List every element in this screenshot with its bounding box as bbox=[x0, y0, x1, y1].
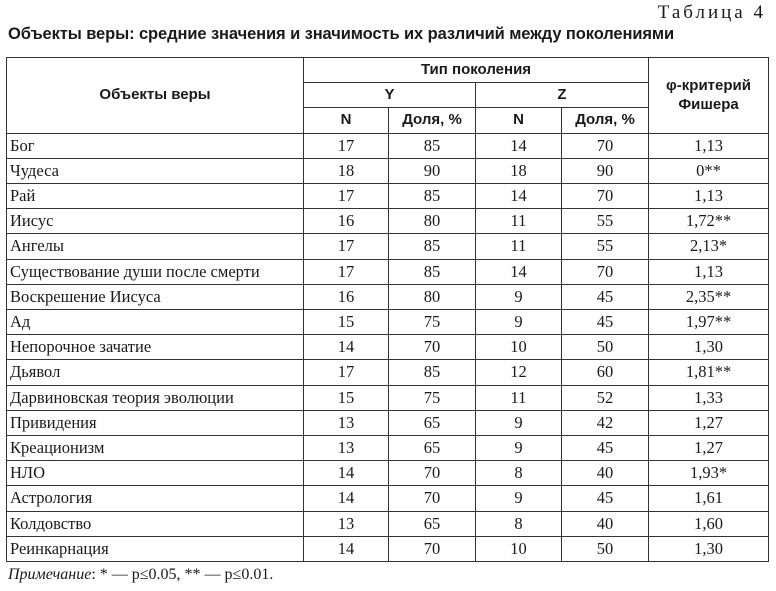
cell-name: Воскрешение Иисуса bbox=[7, 284, 304, 309]
header-z-n: N bbox=[476, 108, 562, 133]
cell-y-share: 85 bbox=[389, 184, 476, 209]
header-fisher-line1: φ-критерий bbox=[666, 77, 751, 95]
cell-z-n: 11 bbox=[476, 385, 562, 410]
data-table bbox=[6, 57, 769, 562]
table-row bbox=[7, 284, 769, 309]
table-row bbox=[7, 133, 769, 158]
cell-z-share: 45 bbox=[562, 284, 649, 309]
cell-y-share: 75 bbox=[389, 310, 476, 335]
cell-z-n: 9 bbox=[476, 410, 562, 435]
cell-y-share: 70 bbox=[389, 536, 476, 561]
header-fisher bbox=[649, 58, 769, 134]
cell-phi: 1,60 bbox=[649, 511, 769, 536]
cell-y-n: 13 bbox=[304, 436, 389, 461]
table-row bbox=[7, 234, 769, 259]
cell-y-n: 14 bbox=[304, 335, 389, 360]
table-row bbox=[7, 511, 769, 536]
cell-z-n: 8 bbox=[476, 461, 562, 486]
cell-z-n: 14 bbox=[476, 184, 562, 209]
cell-y-n: 14 bbox=[304, 486, 389, 511]
cell-name: Реинкарнация bbox=[7, 536, 304, 561]
cell-name: Непорочное зачатие bbox=[7, 335, 304, 360]
table-row bbox=[7, 461, 769, 486]
cell-y-n: 17 bbox=[304, 234, 389, 259]
cell-phi: 1,30 bbox=[649, 536, 769, 561]
cell-z-share: 52 bbox=[562, 385, 649, 410]
cell-z-share: 55 bbox=[562, 209, 649, 234]
cell-y-n: 14 bbox=[304, 536, 389, 561]
cell-phi: 1,72** bbox=[649, 209, 769, 234]
cell-y-share: 75 bbox=[389, 385, 476, 410]
cell-z-n: 14 bbox=[476, 259, 562, 284]
cell-y-n: 17 bbox=[304, 184, 389, 209]
cell-y-share: 70 bbox=[389, 486, 476, 511]
cell-phi: 1,13 bbox=[649, 259, 769, 284]
cell-z-n: 14 bbox=[476, 133, 562, 158]
table-row bbox=[7, 536, 769, 561]
cell-z-n: 10 bbox=[476, 536, 562, 561]
cell-y-share: 90 bbox=[389, 158, 476, 183]
cell-z-n: 9 bbox=[476, 284, 562, 309]
cell-y-n: 17 bbox=[304, 360, 389, 385]
cell-phi: 1,30 bbox=[649, 335, 769, 360]
cell-z-share: 45 bbox=[562, 486, 649, 511]
cell-y-n: 15 bbox=[304, 385, 389, 410]
cell-z-share: 50 bbox=[562, 335, 649, 360]
header-gen-y: Y bbox=[304, 83, 476, 108]
cell-z-share: 70 bbox=[562, 259, 649, 284]
cell-y-share: 70 bbox=[389, 335, 476, 360]
cell-z-n: 9 bbox=[476, 310, 562, 335]
cell-name: Рай bbox=[7, 184, 304, 209]
cell-z-share: 70 bbox=[562, 133, 649, 158]
cell-name: Привидения bbox=[7, 410, 304, 435]
cell-z-n: 8 bbox=[476, 511, 562, 536]
table-caption: Объекты веры: средние значения и значимость их различий между поколениями bbox=[8, 25, 675, 43]
cell-y-share: 85 bbox=[389, 259, 476, 284]
table-row bbox=[7, 335, 769, 360]
cell-z-n: 9 bbox=[476, 486, 562, 511]
cell-phi: 2,35** bbox=[649, 284, 769, 309]
cell-z-share: 40 bbox=[562, 511, 649, 536]
cell-name: Дарвиновская теория эволюции bbox=[7, 385, 304, 410]
cell-y-share: 65 bbox=[389, 511, 476, 536]
cell-name: Колдовство bbox=[7, 511, 304, 536]
cell-y-share: 70 bbox=[389, 461, 476, 486]
cell-y-share: 80 bbox=[389, 209, 476, 234]
cell-name: Иисус bbox=[7, 209, 304, 234]
cell-y-n: 17 bbox=[304, 133, 389, 158]
table-row bbox=[7, 209, 769, 234]
table-row bbox=[7, 360, 769, 385]
note-text: : * — p≤0.05, ** — p≤0.01. bbox=[91, 566, 274, 583]
cell-y-share: 85 bbox=[389, 360, 476, 385]
cell-z-share: 40 bbox=[562, 461, 649, 486]
header-fisher-line2: Фишера bbox=[678, 96, 739, 114]
table-number: Таблица 4 bbox=[657, 2, 766, 23]
cell-y-n: 13 bbox=[304, 511, 389, 536]
cell-phi: 1,27 bbox=[649, 436, 769, 461]
cell-phi: 1,27 bbox=[649, 410, 769, 435]
cell-phi: 1,81** bbox=[649, 360, 769, 385]
cell-z-n: 11 bbox=[476, 234, 562, 259]
table-row bbox=[7, 436, 769, 461]
cell-y-share: 80 bbox=[389, 284, 476, 309]
cell-y-n: 18 bbox=[304, 158, 389, 183]
cell-y-n: 15 bbox=[304, 310, 389, 335]
cell-name: Существование души после смерти bbox=[7, 259, 304, 284]
table-body bbox=[7, 133, 769, 561]
table-row bbox=[7, 486, 769, 511]
header-generation-type: Тип поколения bbox=[304, 58, 649, 83]
cell-z-share: 45 bbox=[562, 436, 649, 461]
header-row-1 bbox=[7, 58, 769, 83]
cell-name: Креационизм bbox=[7, 436, 304, 461]
cell-z-share: 70 bbox=[562, 184, 649, 209]
cell-phi: 1,33 bbox=[649, 385, 769, 410]
cell-y-share: 85 bbox=[389, 133, 476, 158]
table-row bbox=[7, 385, 769, 410]
table-note bbox=[8, 566, 273, 584]
cell-y-n: 16 bbox=[304, 209, 389, 234]
cell-name: Астрология bbox=[7, 486, 304, 511]
table-row bbox=[7, 310, 769, 335]
cell-y-share: 65 bbox=[389, 410, 476, 435]
cell-phi: 1,13 bbox=[649, 133, 769, 158]
header-z-share: Доля, % bbox=[562, 108, 649, 133]
cell-y-n: 14 bbox=[304, 461, 389, 486]
cell-z-n: 10 bbox=[476, 335, 562, 360]
cell-name: Ангелы bbox=[7, 234, 304, 259]
cell-z-share: 90 bbox=[562, 158, 649, 183]
cell-phi: 1,61 bbox=[649, 486, 769, 511]
table-row bbox=[7, 158, 769, 183]
header-gen-z: Z bbox=[476, 83, 649, 108]
cell-y-share: 65 bbox=[389, 436, 476, 461]
cell-z-share: 60 bbox=[562, 360, 649, 385]
cell-z-n: 11 bbox=[476, 209, 562, 234]
header-y-n: N bbox=[304, 108, 389, 133]
cell-z-n: 12 bbox=[476, 360, 562, 385]
cell-z-share: 42 bbox=[562, 410, 649, 435]
cell-y-n: 17 bbox=[304, 259, 389, 284]
cell-name: Бог bbox=[7, 133, 304, 158]
note-label: Примечание bbox=[8, 566, 92, 583]
cell-phi: 1,93* bbox=[649, 461, 769, 486]
cell-name: Чудеса bbox=[7, 158, 304, 183]
table-row bbox=[7, 184, 769, 209]
cell-name: Ад bbox=[7, 310, 304, 335]
cell-z-share: 50 bbox=[562, 536, 649, 561]
cell-phi: 0** bbox=[649, 158, 769, 183]
cell-z-n: 18 bbox=[476, 158, 562, 183]
cell-y-n: 13 bbox=[304, 410, 389, 435]
header-objects: Объекты веры bbox=[7, 58, 304, 134]
cell-z-share: 45 bbox=[562, 310, 649, 335]
cell-name: Дьявол bbox=[7, 360, 304, 385]
cell-phi: 2,13* bbox=[649, 234, 769, 259]
cell-y-n: 16 bbox=[304, 284, 389, 309]
cell-y-share: 85 bbox=[389, 234, 476, 259]
cell-name: НЛО bbox=[7, 461, 304, 486]
header-y-share: Доля, % bbox=[389, 108, 476, 133]
cell-phi: 1,13 bbox=[649, 184, 769, 209]
table-row bbox=[7, 259, 769, 284]
table-row bbox=[7, 410, 769, 435]
cell-phi: 1,97** bbox=[649, 310, 769, 335]
cell-z-n: 9 bbox=[476, 436, 562, 461]
cell-z-share: 55 bbox=[562, 234, 649, 259]
